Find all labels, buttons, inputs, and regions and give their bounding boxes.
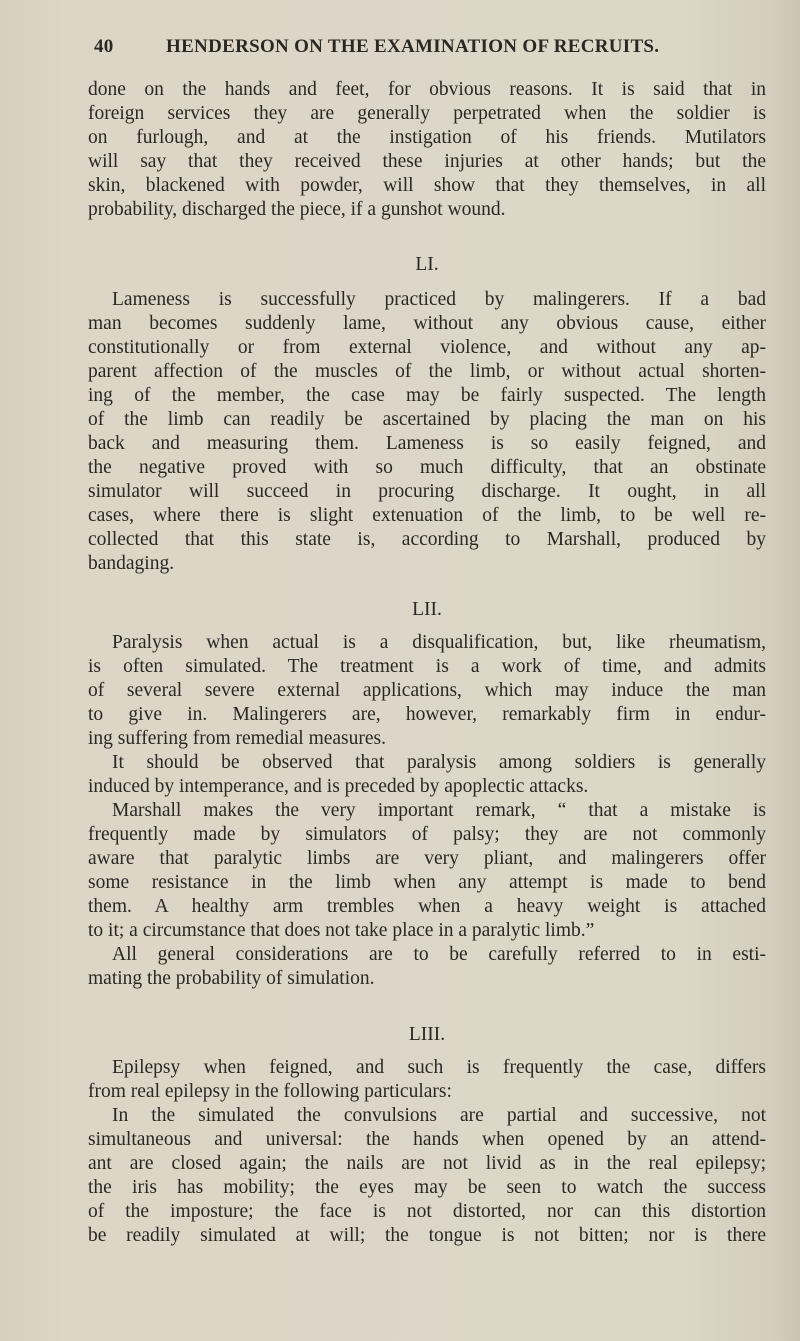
section-liii-body xyxy=(88,1056,766,1248)
text-line: aware that paralytic limbs are very pliant, and malingerers offer xyxy=(88,848,766,869)
page-number: 40 xyxy=(94,36,114,57)
text-line: the negative proved with so much difficulty, that an obstinate xyxy=(88,457,766,478)
paragraph xyxy=(88,631,766,751)
paragraph xyxy=(88,78,766,222)
paragraph xyxy=(88,1056,766,1104)
text-line: frequently made by simulators of palsy; they are not commonly xyxy=(88,824,766,845)
text-line: from real epilepsy in the following particulars: xyxy=(88,1081,452,1102)
text-line: on furlough, and at the instigation of his friends. Mutilators xyxy=(88,127,766,148)
text-line: Marshall makes the very important remark, “ that a mistake is xyxy=(112,800,766,821)
text-line: the iris has mobility; the eyes may be seen to watch the success xyxy=(88,1177,766,1198)
section-lii-body xyxy=(88,631,766,991)
text-line: some resistance in the limb when any attempt is made to bend xyxy=(88,872,766,893)
section-heading-liii: LIII. xyxy=(408,1024,446,1045)
text-line: cases, where there is slight extenuation of the limb, to be well re- xyxy=(88,505,766,526)
text-line: ing suffering from remedial measures. xyxy=(88,728,387,749)
text-line: probability, discharged the piece, if a gunshot wound. xyxy=(88,199,506,220)
running-header xyxy=(94,35,694,59)
paragraph xyxy=(88,288,766,576)
text-line: to give in. Malingerers are, however, remarkably firm in endur- xyxy=(88,704,766,725)
paragraph xyxy=(88,1104,766,1248)
text-line: ing of the member, the case may be fairly suspected. The length xyxy=(88,385,766,406)
text-line: All general considerations are to be carefully referred to in esti- xyxy=(112,944,766,965)
text-line: bandaging. xyxy=(88,553,175,574)
text-line: Lameness is successfully practiced by malingerers. If a bad xyxy=(112,289,766,310)
text-line: simultaneous and universal: the hands when opened by an attend- xyxy=(88,1129,766,1150)
text-line: collected that this state is, according to Marshall, produced by xyxy=(88,529,766,550)
text-line: Epilepsy when feigned, and such is frequently the case, differs xyxy=(112,1057,766,1078)
text-line: foreign services they are generally perpetrated when the soldier is xyxy=(88,103,766,124)
text-line: Paralysis when actual is a disqualification, but, like rheumatism, xyxy=(112,632,766,653)
section-li-body xyxy=(88,288,766,576)
paragraph xyxy=(88,799,766,943)
text-line: of several severe external applications, which may induce the man xyxy=(88,680,766,701)
text-line: done on the hands and feet, for obvious reasons. It is said that in xyxy=(88,79,766,100)
text-line: is often simulated. The treatment is a work of time, and admits xyxy=(88,656,766,677)
text-line: It should be observed that paralysis among soldiers is generally xyxy=(112,752,766,773)
text-line: constitutionally or from external violence, and without any ap- xyxy=(88,337,766,358)
running-title: HENDERSON ON THE EXAMINATION OF RECRUITS. xyxy=(166,36,660,57)
paragraph xyxy=(88,751,766,799)
paragraph xyxy=(88,943,766,991)
text-line: be readily simulated at will; the tongue is not bitten; nor is there xyxy=(88,1225,766,1246)
section-intro xyxy=(88,78,766,222)
text-line: In the simulated the convulsions are partial and successive, not xyxy=(112,1105,766,1126)
text-line: them. A healthy arm trembles when a heavy weight is attached xyxy=(88,896,766,917)
text-line: will say that they received these injuries at other hands; but the xyxy=(88,151,766,172)
text-line: parent affection of the muscles of the limb, or without actual shorten- xyxy=(88,361,766,382)
text-line: skin, blackened with powder, will show that they themselves, in all xyxy=(88,175,766,196)
text-line: of the limb can readily be ascertained by placing the man on his xyxy=(88,409,766,430)
text-line: induced by intemperance, and is preceded by apoplectic attacks. xyxy=(88,776,589,797)
section-heading-lii: LII. xyxy=(412,599,442,620)
text-line: of the imposture; the face is not distorted, nor can this distortion xyxy=(88,1201,766,1222)
section-heading-li: LI. xyxy=(415,254,439,275)
text-line: simulator will succeed in procuring discharge. It ought, in all xyxy=(88,481,766,502)
text-line: mating the probability of simulation. xyxy=(88,968,375,989)
text-line: man becomes suddenly lame, without any obvious cause, either xyxy=(88,313,766,334)
text-line: back and measuring them. Lameness is so easily feigned, and xyxy=(88,433,766,454)
text-line: to it; a circumstance that does not take place in a paralytic limb.” xyxy=(88,920,595,941)
text-line: ant are closed again; the nails are not livid as in the real epilepsy; xyxy=(88,1153,766,1174)
